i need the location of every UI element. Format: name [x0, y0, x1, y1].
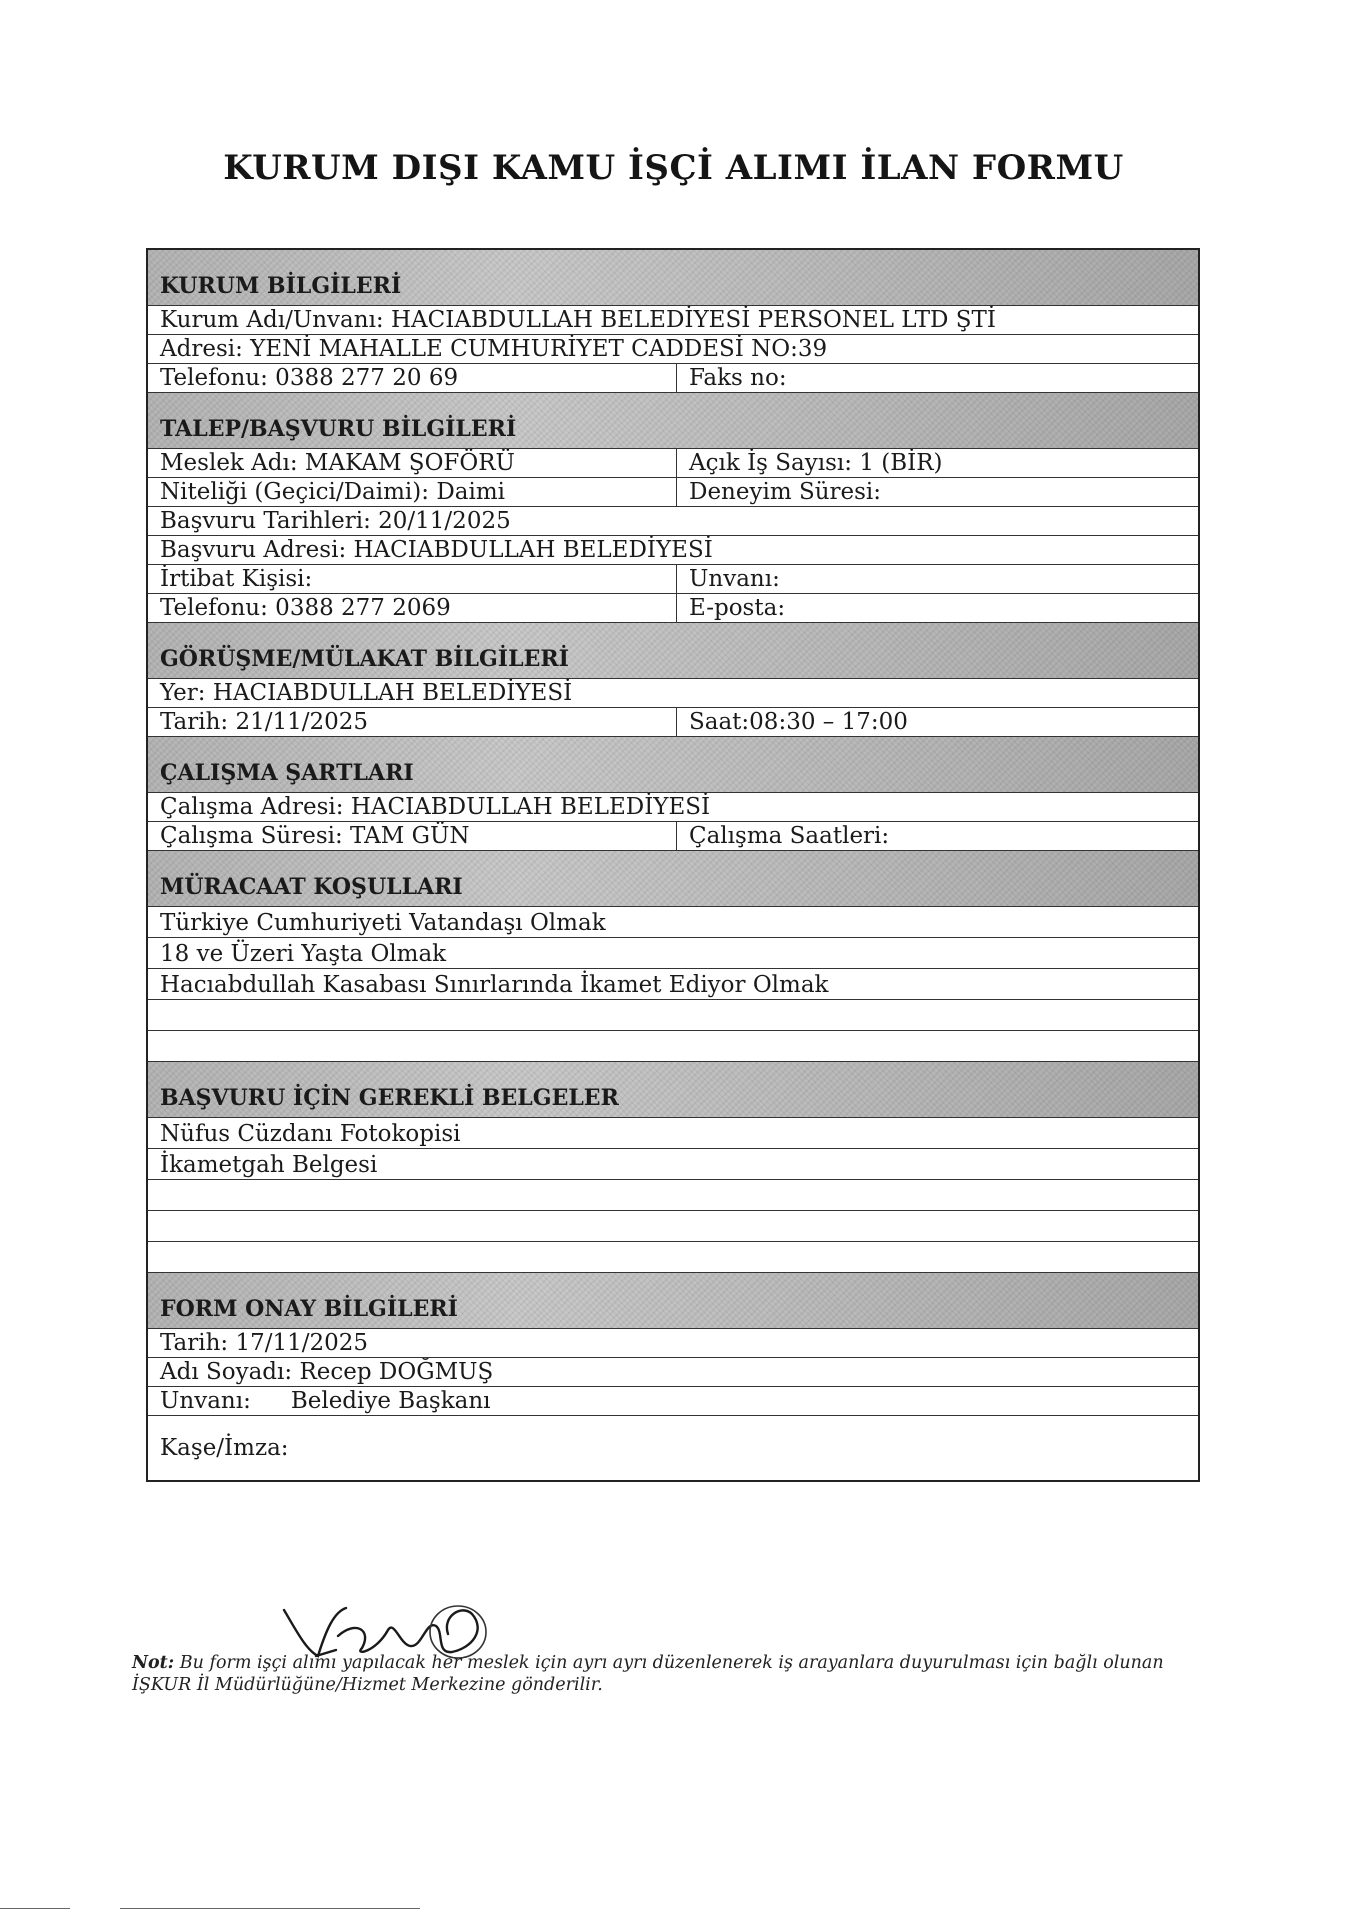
empty-row: [148, 1211, 1198, 1242]
form-row: [148, 536, 1198, 565]
irtibat-kisisi: İrtibat Kişisi:: [148, 565, 677, 593]
footnote: [132, 1652, 1192, 1696]
kurum-adres: Adresi: YENİ MAHALLE CUMHURİYET CADDESİ NO:39: [160, 336, 828, 362]
onay-adi-soyadi: Adı Soyadı: Recep DOĞMUŞ: [160, 1359, 494, 1385]
calisma-suresi: Çalışma Süresi: TAM GÜN: [148, 822, 677, 850]
ilan-form: [146, 248, 1200, 1482]
onay-unvani-value: Belediye Başkanı: [290, 1388, 491, 1414]
form-row: [148, 1416, 1198, 1480]
basvuru-adresi: Başvuru Adresi: HACIABDULLAH BELEDİYESİ: [160, 537, 713, 563]
irtibat-unvani: Unvanı:: [689, 566, 780, 592]
form-row: [148, 507, 1198, 536]
kosul-item: Hacıabdullah Kasabası Sınırlarında İkamet Ediyor Olmak: [160, 972, 829, 998]
form-row: [148, 679, 1198, 708]
empty-row: [148, 1000, 1198, 1031]
acik-is-sayisi: Açık İş Sayısı: 1 (BİR): [689, 450, 943, 476]
deneyim-suresi: Deneyim Süresi:: [689, 479, 882, 505]
form-row: [148, 478, 1198, 507]
kase-imza: Kaşe/İmza:: [160, 1434, 289, 1461]
section-header-belgeler: [148, 1062, 1198, 1118]
form-row: [148, 822, 1198, 851]
form-row: [148, 565, 1198, 594]
empty-row: [148, 1180, 1198, 1211]
section-header-gorusme: [148, 623, 1198, 679]
section-title: MÜRACAAT KOŞULLARI: [160, 874, 463, 900]
irtibat-telefon: Telefonu: 0388 277 2069: [148, 594, 677, 622]
form-row: [148, 1329, 1198, 1358]
form-row: [148, 1358, 1198, 1387]
section-header-onay: [148, 1273, 1198, 1329]
gorusme-yer: Yer: HACIABDULLAH BELEDİYESİ: [160, 680, 573, 706]
belge-item: İkametgah Belgesi: [160, 1152, 378, 1178]
note-label: Not:: [132, 1653, 175, 1673]
form-row: [148, 335, 1198, 364]
belge-item: Nüfus Cüzdanı Fotokopisi: [160, 1121, 461, 1147]
irtibat-eposta: E-posta:: [689, 595, 786, 621]
kurum-telefon: Telefonu: 0388 277 20 69: [148, 364, 677, 392]
gorusme-tarih: Tarih: 21/11/2025: [148, 708, 677, 736]
kurum-faks: Faks no:: [689, 365, 787, 391]
section-header-muracaat: [148, 851, 1198, 907]
section-title: ÇALIŞMA ŞARTLARI: [160, 760, 414, 786]
section-title: KURUM BİLGİLERİ: [160, 273, 402, 299]
form-row: [148, 708, 1198, 737]
niteligi: Niteliği (Geçici/Daimi): Daimi: [148, 478, 677, 506]
kurum-adi: Kurum Adı/Unvanı: HACIABDULLAH BELEDİYESİ PERSONEL LTD ŞTİ: [160, 307, 996, 333]
list-item: [148, 1118, 1198, 1149]
form-row: [148, 364, 1198, 393]
form-row: [148, 594, 1198, 623]
list-item: [148, 969, 1198, 1000]
section-title: GÖRÜŞME/MÜLAKAT BİLGİLERİ: [160, 646, 569, 672]
list-item: [148, 938, 1198, 969]
section-title: BAŞVURU İÇİN GEREKLİ BELGELER: [160, 1085, 619, 1111]
meslek-adi: Meslek Adı: MAKAM ŞOFÖRÜ: [148, 449, 677, 477]
list-item: [148, 1149, 1198, 1180]
form-row: [148, 306, 1198, 335]
section-header-calisma: [148, 737, 1198, 793]
empty-row: [148, 1031, 1198, 1062]
section-header-kurum: [148, 250, 1198, 306]
section-title: TALEP/BAŞVURU BİLGİLERİ: [160, 416, 517, 442]
page-title: KURUM DIŞI KAMU İŞÇİ ALIMI İLAN FORMU: [223, 148, 1124, 188]
section-header-talep: [148, 393, 1198, 449]
gorusme-saat: Saat:08:30 – 17:00: [689, 709, 908, 735]
form-row: [148, 449, 1198, 478]
empty-row: [148, 1242, 1198, 1273]
kosul-item: Türkiye Cumhuriyeti Vatandaşı Olmak: [160, 910, 606, 936]
divider: [120, 1908, 420, 1909]
onay-unvani: [148, 1387, 1198, 1415]
form-row: [148, 1387, 1198, 1416]
form-row: [148, 793, 1198, 822]
divider: [0, 1908, 70, 1909]
section-title: FORM ONAY BİLGİLERİ: [160, 1296, 458, 1322]
kosul-item: 18 ve Üzeri Yaşta Olmak: [160, 941, 447, 967]
note-text: Bu form işçi alımı yapılacak her meslek için ayrı ayrı düzenlenerek iş arayanlara duyurulması için bağlı olunan İŞKUR İl Müdürlüğüne/Hizmet Merkezine gönderilir.: [132, 1653, 1164, 1695]
list-item: [148, 907, 1198, 938]
basvuru-tarihleri: Başvuru Tarihleri: 20/11/2025: [160, 508, 511, 534]
calisma-saatleri: Çalışma Saatleri:: [689, 823, 890, 849]
onay-tarih: Tarih: 17/11/2025: [160, 1330, 369, 1356]
onay-unvani-label: Unvanı:: [160, 1388, 251, 1414]
calisma-adresi: Çalışma Adresi: HACIABDULLAH BELEDİYESİ: [160, 794, 711, 820]
